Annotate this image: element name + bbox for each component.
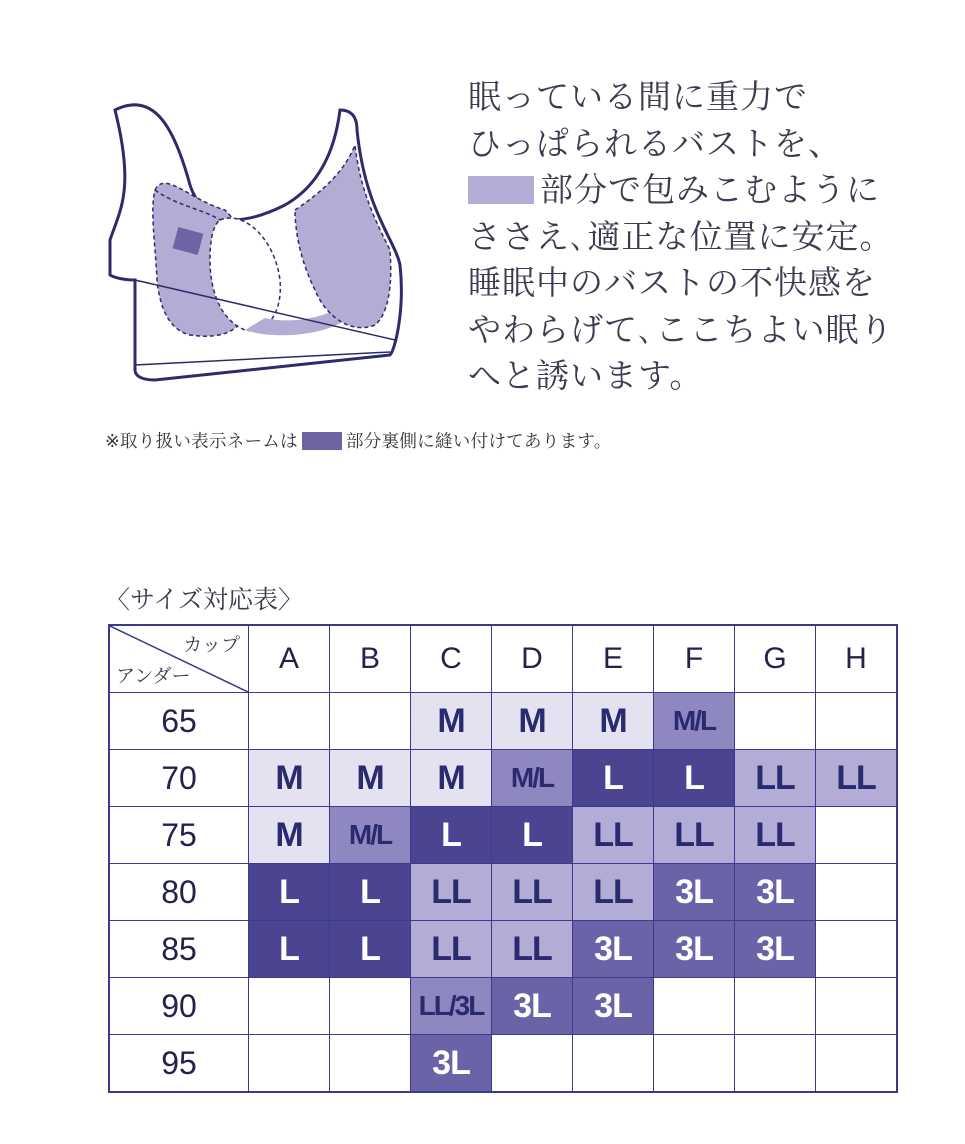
description-line: へと誘います。 [468, 356, 704, 395]
table-row [109, 750, 897, 807]
table-row [109, 1035, 897, 1093]
under-size-label: 85 [109, 921, 249, 978]
size-cell [816, 978, 898, 1035]
note-text-before: ※取り扱い表示ネームは [105, 432, 298, 452]
size-cell: LL [411, 864, 492, 921]
table-row [109, 921, 897, 978]
header-row [109, 625, 897, 693]
size-cell: LL [654, 807, 735, 864]
care-label-note [105, 428, 612, 453]
size-cell [735, 1035, 816, 1093]
table-row [109, 978, 897, 1035]
size-cell [330, 1035, 411, 1093]
size-cell [330, 978, 411, 1035]
size-cell: 3L [735, 921, 816, 978]
size-cell [249, 693, 330, 750]
size-cell: M/L [330, 807, 411, 864]
under-size-label: 70 [109, 750, 249, 807]
size-cell [249, 1035, 330, 1093]
size-cell: M [492, 693, 573, 750]
size-cell: L [330, 864, 411, 921]
size-cell [654, 978, 735, 1035]
size-cell: LL [411, 921, 492, 978]
description-line: 部分で包みこむように [540, 170, 880, 209]
size-cell: LL/3L [411, 978, 492, 1035]
size-cell: M/L [654, 693, 735, 750]
size-cell: 3L [573, 978, 654, 1035]
size-cell: L [492, 807, 573, 864]
size-cell: M [330, 750, 411, 807]
size-cell: LL [816, 750, 898, 807]
description-line: 睡眠中のバストの不快感を [468, 263, 876, 302]
size-table [108, 624, 898, 1093]
bra-illustration [95, 90, 435, 390]
description-line: ひっぱられるバストを、 [468, 123, 842, 163]
table-title: 〈サイズ対応表〉 [105, 585, 304, 614]
cup-header: C [411, 625, 492, 693]
size-cell: L [573, 750, 654, 807]
size-cell: LL [735, 750, 816, 807]
description-line: 眠っている間に重力で [468, 77, 808, 116]
size-cell: M [573, 693, 654, 750]
size-cell: M [411, 750, 492, 807]
color-swatch-dark [302, 432, 342, 450]
size-cell: L [654, 750, 735, 807]
size-cell: LL [573, 807, 654, 864]
size-cell [816, 921, 898, 978]
table-row [109, 807, 897, 864]
under-size-label: 80 [109, 864, 249, 921]
size-cell: 3L [411, 1035, 492, 1093]
under-size-label: 75 [109, 807, 249, 864]
size-cell: M [411, 693, 492, 750]
description-line-with-swatch [468, 167, 938, 214]
size-cell: L [249, 921, 330, 978]
size-cell [735, 693, 816, 750]
corner-label-cup: カップ [183, 634, 240, 656]
size-cell: 3L [654, 864, 735, 921]
size-cell: 3L [735, 864, 816, 921]
size-cell: 3L [573, 921, 654, 978]
size-cell [735, 978, 816, 1035]
cup-header: A [249, 625, 330, 693]
under-size-label: 65 [109, 693, 249, 750]
size-cell: LL [492, 864, 573, 921]
cup-header: E [573, 625, 654, 693]
size-cell: LL [573, 864, 654, 921]
size-cell: L [249, 864, 330, 921]
size-cell: L [411, 807, 492, 864]
note-text-after: 部分裏側に縫い付けてあります。 [345, 432, 612, 452]
size-cell [654, 1035, 735, 1093]
size-cell: M/L [492, 750, 573, 807]
size-cell: M [249, 750, 330, 807]
size-cell [249, 978, 330, 1035]
size-cell [816, 693, 898, 750]
cup-header: D [492, 625, 573, 693]
size-cell: 3L [492, 978, 573, 1035]
size-cell: LL [492, 921, 573, 978]
size-cell [573, 1035, 654, 1093]
size-cell [330, 693, 411, 750]
size-cell [816, 807, 898, 864]
corner-header [109, 625, 249, 693]
description-line: ささえ､適正な位置に安定。 [468, 216, 894, 256]
cup-header: F [654, 625, 735, 693]
description-line: やわらげて､ここちよい眠り [468, 309, 894, 349]
cup-header: H [816, 625, 898, 693]
size-cell [816, 864, 898, 921]
cup-header: B [330, 625, 411, 693]
description-text [468, 74, 938, 400]
under-size-label: 90 [109, 978, 249, 1035]
size-cell: L [330, 921, 411, 978]
size-cell [492, 1035, 573, 1093]
size-cell: M [249, 807, 330, 864]
table-row [109, 693, 897, 750]
size-cell [816, 1035, 898, 1093]
corner-label-under: アンダー [116, 665, 191, 687]
color-swatch-light [468, 176, 534, 204]
size-cell: 3L [654, 921, 735, 978]
size-cell: LL [735, 807, 816, 864]
bra-drawing [95, 90, 435, 390]
under-size-label: 95 [109, 1035, 249, 1093]
cup-header: G [735, 625, 816, 693]
table-row [109, 864, 897, 921]
